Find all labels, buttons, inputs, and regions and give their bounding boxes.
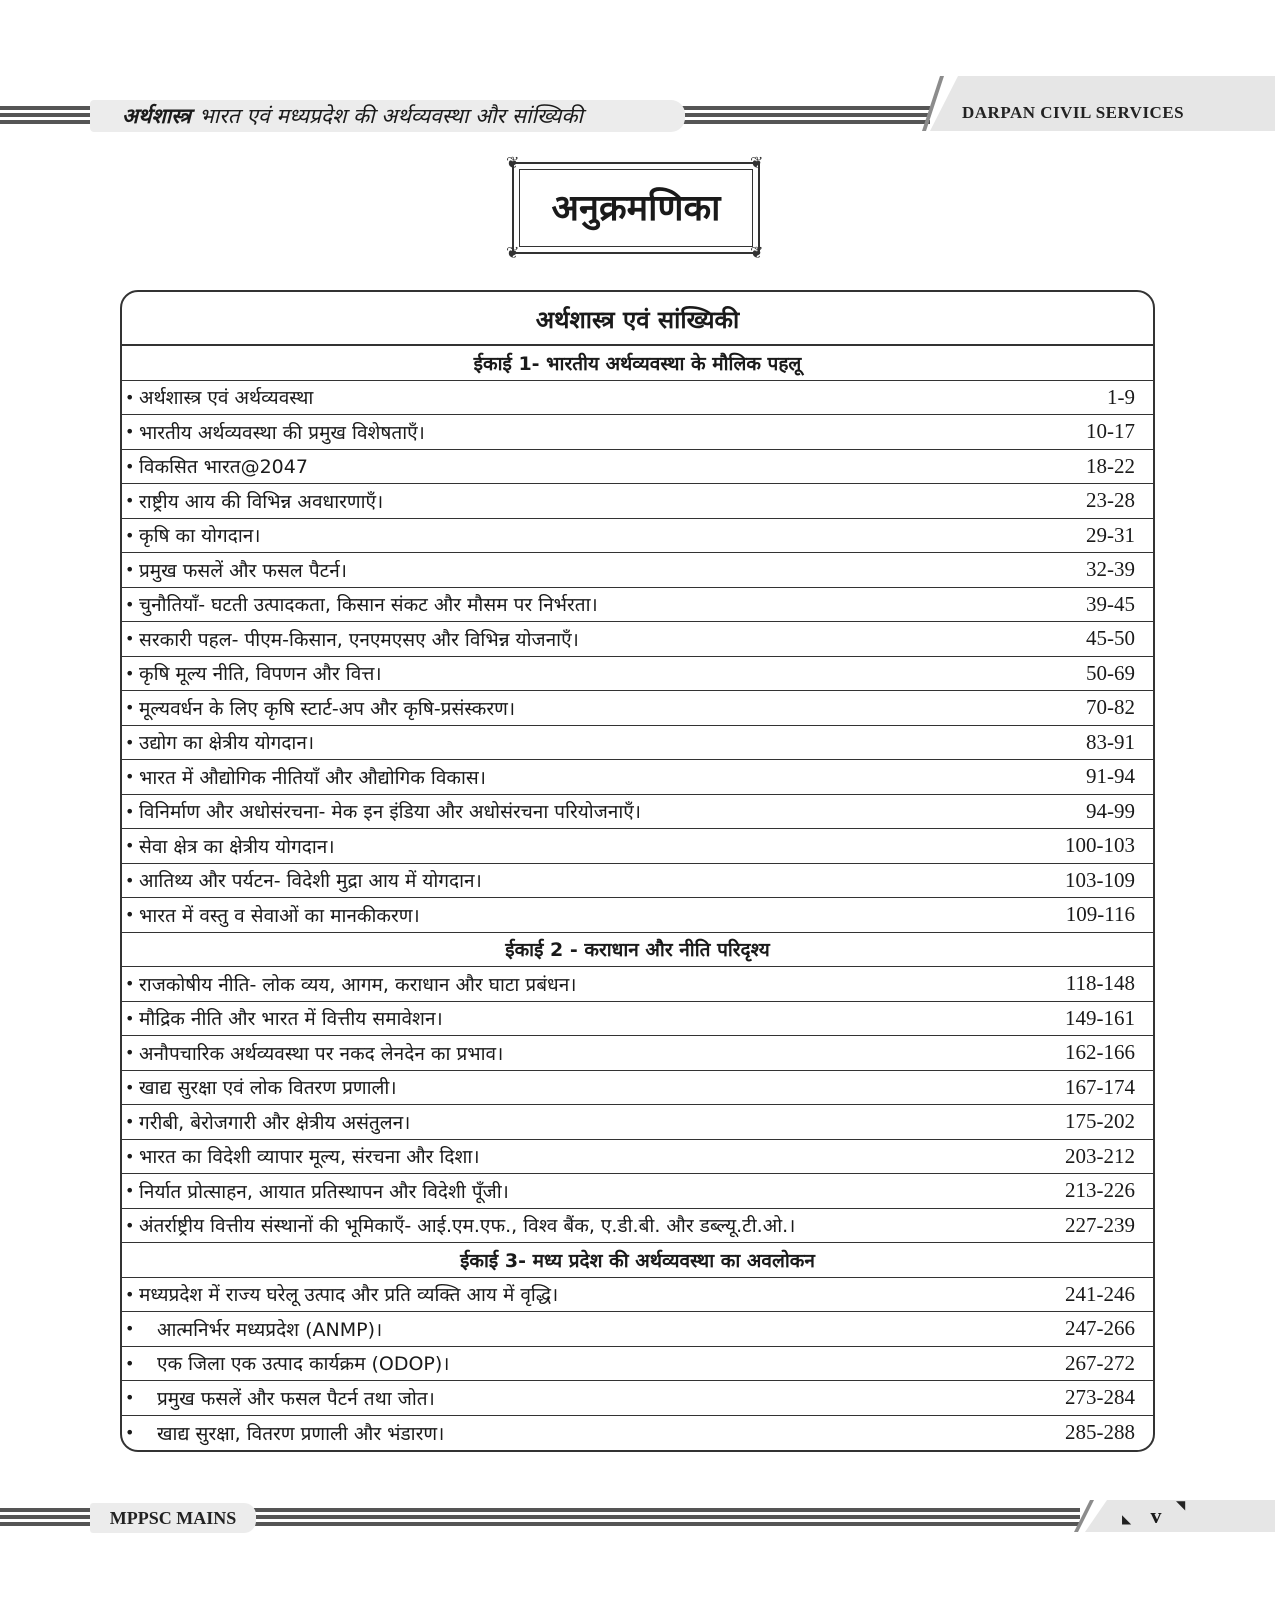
toc-entry-pages: 70-82 bbox=[1086, 695, 1135, 720]
toc-entry bbox=[122, 967, 1153, 1002]
bullet-icon: • bbox=[125, 870, 135, 890]
bullet-icon: • bbox=[125, 905, 135, 925]
toc-entry-pages: 50-69 bbox=[1086, 660, 1135, 685]
toc-entry-pages: 23-28 bbox=[1086, 488, 1135, 513]
toc-entry bbox=[122, 1312, 1153, 1347]
toc-entry-pages: 241-246 bbox=[1065, 1281, 1135, 1306]
toc-entry bbox=[122, 1002, 1153, 1037]
header-title-bold: अर्थशास्त्र bbox=[122, 104, 191, 128]
footer-label: MPPSC MAINS bbox=[90, 1503, 256, 1533]
bullet-icon: • bbox=[125, 456, 135, 476]
header-brand: DARPAN CIVIL SERVICES bbox=[962, 103, 1185, 122]
toc-entry-title: भारत में वस्तु व सेवाओं का मानकीकरण। bbox=[139, 904, 420, 927]
toc-entry-title: भारत में औद्योगिक नीतियाँ और औद्योगिक विकास। bbox=[139, 766, 486, 789]
toc-entry bbox=[122, 795, 1153, 830]
toc-entry-title: उद्योग का क्षेत्रीय योगदान। bbox=[139, 732, 315, 755]
contents-heading: अर्थशास्त्र एवं सांख्यिकी bbox=[122, 292, 1153, 346]
toc-entry-title: आतिथ्य और पर्यटन- विदेशी मुद्रा आय में योगदान। bbox=[139, 870, 482, 893]
toc-entry bbox=[122, 484, 1153, 519]
toc-entry-pages: 273-284 bbox=[1065, 1385, 1135, 1410]
toc-entry-title: खाद्य सुरक्षा एवं लोक वितरण प्रणाली। bbox=[139, 1077, 397, 1100]
toc-entry-pages: 94-99 bbox=[1086, 798, 1135, 823]
corner-mark-icon: ◣ bbox=[1122, 1512, 1132, 1526]
toc-entry-title: कृषि मूल्य नीति, विपणन और वित्त। bbox=[139, 663, 382, 686]
toc-entry-title: आत्मनिर्भर मध्यप्रदेश (ANMP)। bbox=[157, 1318, 383, 1341]
unit-heading: ईकाई 3- मध्य प्रदेश की अर्थव्यवस्था का अवलोकन bbox=[122, 1243, 1153, 1278]
toc-entry bbox=[122, 1416, 1153, 1451]
toc-entry-pages: 213-226 bbox=[1065, 1178, 1135, 1203]
toc-entry-pages: 162-166 bbox=[1065, 1040, 1135, 1065]
toc-entry bbox=[122, 1036, 1153, 1071]
toc-entry-title: मध्यप्रदेश में राज्य घरेलू उत्पाद और प्रति व्यक्ति आय में वृद्धि। bbox=[139, 1284, 559, 1307]
toc-entry-title: खाद्य सुरक्षा, वितरण प्रणाली और भंडारण। bbox=[157, 1422, 445, 1445]
bullet-icon: • bbox=[125, 732, 135, 752]
bullet-icon: • bbox=[125, 801, 135, 821]
toc-entry bbox=[122, 622, 1153, 657]
ornament-icon: ❦ bbox=[750, 243, 764, 262]
toc-entry-pages: 100-103 bbox=[1065, 833, 1135, 858]
toc-entry-title: अनौपचारिक अर्थव्यवस्था पर नकद लेनदेन का प्रभाव। bbox=[139, 1042, 504, 1065]
toc-entry-pages: 18-22 bbox=[1086, 453, 1135, 478]
toc-entry-title: अंतर्राष्ट्रीय वित्तीय संस्थानों की भूमिकाएँ- आई.एम.एफ., विश्व बैंक, ए.डी.बी. और डब्ल्यू.टी.ओ.। bbox=[139, 1215, 796, 1238]
toc-entry-pages: 149-161 bbox=[1065, 1005, 1135, 1030]
toc-entry bbox=[122, 450, 1153, 485]
bullet-icon: • bbox=[125, 767, 135, 787]
toc-entry-title: मूल्यवर्धन के लिए कृषि स्टार्ट-अप और कृषि-प्रसंस्करण। bbox=[139, 697, 516, 720]
toc-entry-title: राजकोषीय नीति- लोक व्यय, आगम, कराधान और घाटा प्रबंधन। bbox=[139, 973, 577, 996]
toc-entry-pages: 109-116 bbox=[1065, 902, 1135, 927]
toc-entry bbox=[122, 1071, 1153, 1106]
toc-entry-title: निर्यात प्रोत्साहन, आयात प्रतिस्थापन और विदेशी पूँजी। bbox=[139, 1180, 509, 1203]
toc-entry-pages: 175-202 bbox=[1065, 1109, 1135, 1134]
bullet-icon: • bbox=[125, 1043, 135, 1063]
bullet-icon: • bbox=[125, 1284, 135, 1304]
toc-entry-pages: 29-31 bbox=[1086, 522, 1135, 547]
toc-entry-title: अर्थशास्त्र एवं अर्थव्यवस्था bbox=[139, 387, 314, 410]
toc-entry-pages: 45-50 bbox=[1086, 626, 1135, 651]
toc-entry-title: गरीबी, बेरोजगारी और क्षेत्रीय असंतुलन। bbox=[139, 1111, 411, 1134]
bullet-icon: • bbox=[125, 974, 135, 994]
toc-entry-title: एक जिला एक उत्पाद कार्यक्रम (ODOP)। bbox=[157, 1353, 450, 1376]
toc-entry-pages: 39-45 bbox=[1086, 591, 1135, 616]
header-title-rest: भारत एवं मध्यप्रदेश की अर्थव्यवस्था और सांख्यिकी bbox=[198, 104, 583, 128]
bullet-icon: • bbox=[125, 1181, 135, 1201]
bullet-icon: • bbox=[125, 491, 135, 511]
bullet-icon: • bbox=[125, 1008, 135, 1028]
bullet-icon: • bbox=[125, 1112, 135, 1132]
bullet-icon: • bbox=[125, 525, 135, 545]
bullet-icon: • bbox=[125, 422, 135, 442]
unit-heading: ईकाई 1- भारतीय अर्थव्यवस्था के मौलिक पहलू bbox=[122, 346, 1153, 381]
page-title: अनुक्रमणिका bbox=[551, 188, 721, 229]
toc-entry bbox=[122, 1347, 1153, 1382]
toc-entry-pages: 1-9 bbox=[1107, 384, 1135, 409]
toc-entry bbox=[122, 1278, 1153, 1313]
toc-entry bbox=[122, 519, 1153, 554]
bullet-icon: • bbox=[125, 1319, 135, 1339]
toc-entry-title: सेवा क्षेत्र का क्षेत्रीय योगदान। bbox=[139, 835, 335, 858]
toc-entry-title: विकसित भारत@2047 bbox=[139, 456, 308, 479]
toc-entry-pages: 118-148 bbox=[1065, 971, 1135, 996]
toc-entry-title: भारत का विदेशी व्यापार मूल्य, संरचना और दिशा। bbox=[139, 1146, 480, 1169]
page-number: v bbox=[1150, 1503, 1162, 1528]
corner-mark-icon: ◥ bbox=[1176, 1498, 1186, 1512]
toc-entry-title: सरकारी पहल- पीएम-किसान, एनएमएसए और विभिन्न योजनाएँ। bbox=[139, 628, 579, 651]
bullet-icon: • bbox=[125, 1215, 135, 1235]
toc-entry bbox=[122, 1174, 1153, 1209]
toc-entry-pages: 103-109 bbox=[1065, 867, 1135, 892]
toc-entry bbox=[122, 1105, 1153, 1140]
bullet-icon: • bbox=[125, 836, 135, 856]
toc-entry bbox=[122, 864, 1153, 899]
toc-entry-pages: 285-288 bbox=[1065, 1420, 1135, 1445]
toc-entry bbox=[122, 553, 1153, 588]
toc-entry-pages: 227-239 bbox=[1065, 1212, 1135, 1237]
contents-table bbox=[120, 290, 1155, 1452]
toc-entry-title: विनिर्माण और अधोसंरचना- मेक इन इंडिया और अधोसंरचना परियोजनाएँ। bbox=[139, 801, 641, 824]
toc-entry-pages: 10-17 bbox=[1086, 419, 1135, 444]
bullet-icon: • bbox=[125, 1353, 135, 1373]
toc-entry bbox=[122, 657, 1153, 692]
toc-entry-title: कृषि का योगदान। bbox=[139, 525, 261, 548]
bullet-icon: • bbox=[125, 663, 135, 683]
bullet-icon: • bbox=[125, 594, 135, 614]
toc-entry-title: चुनौतियाँ- घटती उत्पादकता, किसान संकट और मौसम पर निर्भरता। bbox=[139, 594, 598, 617]
toc-entry bbox=[122, 898, 1153, 933]
toc-entry-pages: 32-39 bbox=[1086, 557, 1135, 582]
toc-entry bbox=[122, 1381, 1153, 1416]
bullet-icon: • bbox=[125, 698, 135, 718]
page-title-frame bbox=[506, 153, 764, 262]
toc-entry bbox=[122, 415, 1153, 450]
bullet-icon: • bbox=[125, 1146, 135, 1166]
header-title bbox=[90, 100, 685, 132]
unit-heading: ईकाई 2 - कराधान और नीति परिदृश्य bbox=[122, 933, 1153, 968]
toc-entry-pages: 267-272 bbox=[1065, 1350, 1135, 1375]
toc-entry-pages: 83-91 bbox=[1086, 729, 1135, 754]
toc-entry-title: राष्ट्रीय आय की विभिन्न अवधारणाएँ। bbox=[139, 490, 384, 513]
toc-entry-title: भारतीय अर्थव्यवस्था की प्रमुख विशेषताएँ। bbox=[139, 421, 425, 444]
ornament-icon: ❦ bbox=[506, 153, 520, 172]
ornament-icon: ❦ bbox=[750, 153, 764, 172]
toc-entry-title: प्रमुख फसलें और फसल पैटर्न तथा जोत। bbox=[157, 1387, 435, 1410]
toc-entry-pages: 247-266 bbox=[1065, 1316, 1135, 1341]
toc-entry bbox=[122, 1140, 1153, 1175]
toc-entry bbox=[122, 726, 1153, 761]
toc-entry bbox=[122, 829, 1153, 864]
toc-entry bbox=[122, 588, 1153, 623]
toc-entry-title: मौद्रिक नीति और भारत में वित्तीय समावेशन। bbox=[139, 1008, 443, 1031]
toc-entry-title: प्रमुख फसलें और फसल पैटर्न। bbox=[139, 559, 347, 582]
bullet-icon: • bbox=[125, 1077, 135, 1097]
toc-entry-pages: 91-94 bbox=[1086, 764, 1135, 789]
toc-entry-pages: 203-212 bbox=[1065, 1143, 1135, 1168]
toc-entry bbox=[122, 760, 1153, 795]
bullet-icon: • bbox=[125, 1423, 135, 1443]
toc-entry-pages: 167-174 bbox=[1065, 1074, 1135, 1099]
ornament-icon: ❦ bbox=[506, 243, 520, 262]
toc-entry bbox=[122, 381, 1153, 416]
bullet-icon: • bbox=[125, 629, 135, 649]
bullet-icon: • bbox=[125, 560, 135, 580]
toc-entry bbox=[122, 691, 1153, 726]
toc-entry bbox=[122, 1209, 1153, 1244]
bullet-icon: • bbox=[125, 1388, 135, 1408]
bullet-icon: • bbox=[125, 387, 135, 407]
